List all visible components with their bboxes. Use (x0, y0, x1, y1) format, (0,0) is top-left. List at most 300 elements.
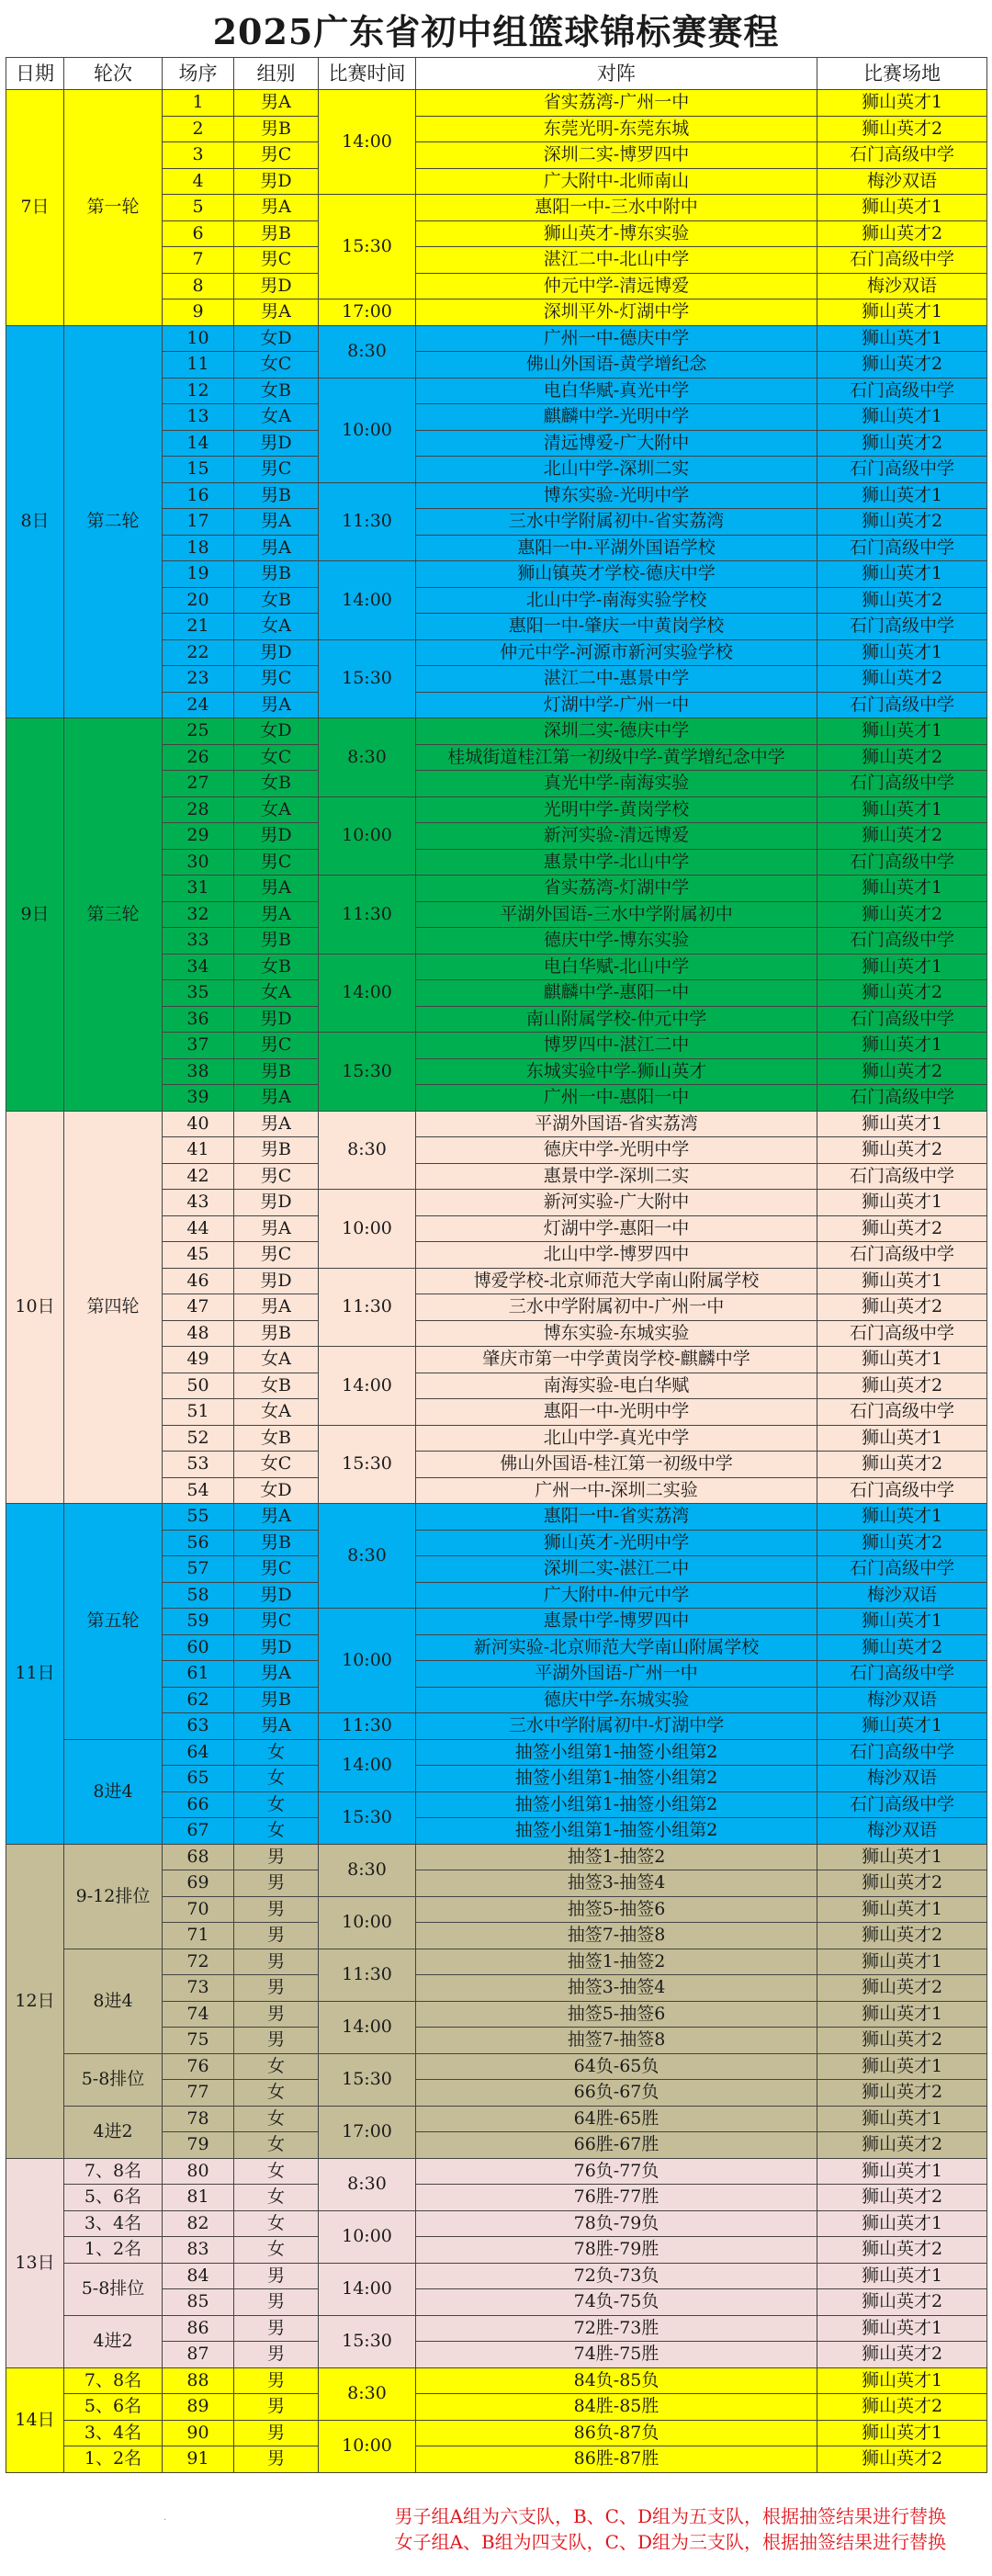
game-number: 55 (163, 1504, 234, 1531)
venue-cell: 狮山英才1 (817, 2210, 987, 2237)
matchup-cell: 佛山外国语-黄学增纪念 (416, 352, 817, 378)
venue-cell: 狮山英才2 (817, 1452, 987, 1478)
group-cell: 男 (234, 1844, 319, 1870)
matchup-cell: 仲元中学-清远博爱 (416, 273, 817, 299)
table-row (6, 2446, 987, 2473)
matchup-cell: 麒麟中学-光明中学 (416, 404, 817, 431)
group-cell: 男A (234, 1504, 319, 1531)
game-number: 62 (163, 1687, 234, 1713)
matchup-cell: 64负-65负 (416, 2053, 817, 2080)
table-row (6, 325, 987, 352)
matchup-cell: 德庆中学-光明中学 (416, 1137, 817, 1164)
round-cell: 第三轮 (64, 718, 163, 1112)
schedule-table (6, 57, 987, 2473)
matchup-cell: 惠景中学-深圳二实 (416, 1163, 817, 1190)
venue-cell: 狮山英才2 (817, 1634, 987, 1661)
matchup-cell: 狮山镇英才学校-德庆中学 (416, 561, 817, 588)
game-number: 49 (163, 1347, 234, 1373)
venue-cell: 石门高级中学 (817, 849, 987, 876)
matchup-cell: 抽签小组第1-抽签小组第2 (416, 1818, 817, 1845)
venue-cell: 狮山英才1 (817, 1190, 987, 1216)
group-cell: 男C (234, 1242, 319, 1269)
game-number: 84 (163, 2263, 234, 2289)
header-row (6, 58, 987, 90)
matchup-cell: 广州一中-德庆中学 (416, 325, 817, 352)
table-row (6, 2210, 987, 2237)
matchup-cell: 抽签3-抽签4 (416, 1870, 817, 1897)
venue-cell: 梅沙双语 (817, 273, 987, 299)
round-cell: 7、8名 (64, 2158, 163, 2185)
matchup-cell: 狮山英才-光明中学 (416, 1530, 817, 1556)
game-number: 79 (163, 2132, 234, 2159)
venue-cell: 狮山英才1 (817, 1609, 987, 1635)
venue-cell: 石门高级中学 (817, 771, 987, 797)
game-number: 61 (163, 1661, 234, 1688)
venue-cell: 狮山英才1 (817, 1713, 987, 1740)
group-cell: 女 (234, 2053, 319, 2080)
venue-cell: 狮山英才1 (817, 299, 987, 326)
venue-cell: 狮山英才1 (817, 325, 987, 352)
group-cell: 男D (234, 430, 319, 457)
game-number: 56 (163, 1530, 234, 1556)
table-row (6, 2106, 987, 2132)
venue-cell: 狮山英才1 (817, 639, 987, 666)
matchup-cell: 麒麟中学-惠阳一中 (416, 980, 817, 1007)
group-cell: 女A (234, 797, 319, 823)
group-cell: 男B (234, 1320, 319, 1347)
group-cell: 男 (234, 2367, 319, 2394)
venue-cell: 狮山英才2 (817, 509, 987, 536)
round-cell: 1、2名 (64, 2446, 163, 2473)
matchup-cell: 桂城街道桂江第一初级中学-黄学增纪念中学 (416, 744, 817, 771)
venue-cell: 狮山英才1 (817, 2106, 987, 2132)
venue-cell: 狮山英才1 (817, 2001, 987, 2028)
group-cell: 男 (234, 1870, 319, 1897)
game-number: 8 (163, 273, 234, 299)
game-number: 67 (163, 1818, 234, 1845)
group-cell: 男C (234, 1163, 319, 1190)
game-number: 20 (163, 587, 234, 614)
round-cell: 4进2 (64, 2106, 163, 2158)
group-cell: 男A (234, 1215, 319, 1242)
game-number: 10 (163, 325, 234, 352)
matchup-cell: 狮山英才-博东实验 (416, 220, 817, 247)
venue-cell: 狮山英才1 (817, 195, 987, 221)
game-number: 16 (163, 482, 234, 509)
time-cell: 8:30 (319, 1111, 416, 1190)
round-cell: 4进2 (64, 2315, 163, 2367)
venue-cell: 狮山英才2 (817, 2446, 987, 2473)
game-number: 32 (163, 901, 234, 928)
venue-cell: 狮山英才1 (817, 954, 987, 980)
header-round: 轮次 (64, 58, 163, 90)
group-cell: 女B (234, 378, 319, 404)
matchup-cell: 惠阳一中-肇庆一中黄岗学校 (416, 614, 817, 640)
table-row (6, 2185, 987, 2211)
group-cell: 男A (234, 692, 319, 718)
group-cell: 女B (234, 954, 319, 980)
header-time: 比赛时间 (319, 58, 416, 90)
time-cell: 11:30 (319, 482, 416, 561)
venue-cell: 狮山英才2 (817, 666, 987, 693)
game-number: 25 (163, 718, 234, 745)
round-cell: 5-8排位 (64, 2263, 163, 2315)
matchup-cell: 德庆中学-东城实验 (416, 1687, 817, 1713)
game-number: 52 (163, 1425, 234, 1452)
group-cell: 男D (234, 1006, 319, 1033)
time-cell: 15:30 (319, 639, 416, 718)
group-cell: 男D (234, 1190, 319, 1216)
time-cell: 11:30 (319, 1268, 416, 1347)
venue-cell: 狮山英才2 (817, 823, 987, 850)
game-number: 50 (163, 1373, 234, 1399)
game-number: 59 (163, 1609, 234, 1635)
game-number: 12 (163, 378, 234, 404)
matchup-cell: 86胜-87胜 (416, 2446, 817, 2473)
matchup-cell: 仲元中学-河源市新河实验学校 (416, 639, 817, 666)
venue-cell: 狮山英才2 (817, 1058, 987, 1085)
matchup-cell: 64胜-65胜 (416, 2106, 817, 2132)
matchup-cell: 抽签3-抽签4 (416, 1975, 817, 2002)
group-cell: 女A (234, 614, 319, 640)
round-cell: 5-8排位 (64, 2053, 163, 2106)
table-row (6, 2394, 987, 2421)
venue-cell: 石门高级中学 (817, 1556, 987, 1583)
venue-cell: 狮山英才1 (817, 1504, 987, 1531)
venue-cell: 狮山英才1 (817, 876, 987, 902)
group-cell: 男A (234, 901, 319, 928)
venue-cell: 狮山英才1 (817, 1111, 987, 1137)
round-cell: 5、6名 (64, 2394, 163, 2421)
group-cell: 女 (234, 2106, 319, 2132)
game-number: 39 (163, 1085, 234, 1112)
group-cell: 女B (234, 1425, 319, 1452)
date-cell: 9日 (6, 718, 64, 1112)
date-cell: 13日 (6, 2158, 64, 2367)
group-cell: 男D (234, 1268, 319, 1294)
game-number: 78 (163, 2106, 234, 2132)
game-number: 3 (163, 142, 234, 169)
game-number: 41 (163, 1137, 234, 1164)
matchup-cell: 湛江二中-北山中学 (416, 247, 817, 274)
game-number: 72 (163, 1949, 234, 1975)
group-cell: 男A (234, 509, 319, 536)
time-cell: 10:00 (319, 2420, 416, 2472)
group-cell: 男B (234, 1137, 319, 1164)
venue-cell: 石门高级中学 (817, 457, 987, 483)
matchup-cell: 南海实验-电白华赋 (416, 1373, 817, 1399)
group-cell: 女B (234, 587, 319, 614)
group-cell: 女D (234, 718, 319, 745)
round-cell: 5、6名 (64, 2185, 163, 2211)
round-cell: 9-12排位 (64, 1844, 163, 1949)
matchup-cell: 86负-87负 (416, 2420, 817, 2446)
group-cell: 男B (234, 1058, 319, 1085)
venue-cell: 狮山英才2 (817, 2237, 987, 2264)
header-match: 对阵 (416, 58, 817, 90)
venue-cell: 石门高级中学 (817, 614, 987, 640)
matchup-cell: 平湖外国语-广州一中 (416, 1661, 817, 1688)
game-number: 46 (163, 1268, 234, 1294)
game-number: 6 (163, 220, 234, 247)
group-cell: 男D (234, 168, 319, 195)
game-number: 11 (163, 352, 234, 378)
table-row (6, 2158, 987, 2185)
venue-cell: 狮山英才2 (817, 1530, 987, 1556)
game-number: 28 (163, 797, 234, 823)
game-number: 74 (163, 2001, 234, 2028)
time-cell: 14:00 (319, 1739, 416, 1791)
game-number: 14 (163, 430, 234, 457)
matchup-cell: 抽签小组第1-抽签小组第2 (416, 1766, 817, 1792)
group-cell: 男 (234, 2394, 319, 2421)
group-cell: 男C (234, 457, 319, 483)
venue-cell: 狮山英才1 (817, 2158, 987, 2185)
table-row (6, 2263, 987, 2289)
group-cell: 男 (234, 1923, 319, 1949)
table-row (6, 2367, 987, 2394)
game-number: 64 (163, 1739, 234, 1766)
time-cell: 15:30 (319, 2053, 416, 2106)
venue-cell: 狮山英才1 (817, 1268, 987, 1294)
venue-cell: 狮山英才2 (817, 2394, 987, 2421)
game-number: 5 (163, 195, 234, 221)
matchup-cell: 72胜-73胜 (416, 2315, 817, 2342)
matchup-cell: 博爱学校-北京师范大学南山附属学校 (416, 1268, 817, 1294)
game-number: 73 (163, 1975, 234, 2002)
venue-cell: 狮山英才2 (817, 116, 987, 142)
venue-cell: 狮山英才2 (817, 1215, 987, 1242)
footnote-women: 女子组A、B组为四支队，C、D组为三支队，根据抽签结果进行替换 (394, 2531, 946, 2553)
game-number: 91 (163, 2446, 234, 2473)
venue-cell: 狮山英才2 (817, 220, 987, 247)
time-cell: 11:30 (319, 876, 416, 955)
matchup-cell: 惠阳一中-三水中附中 (416, 195, 817, 221)
venue-cell: 狮山英才2 (817, 1870, 987, 1897)
game-number: 13 (163, 404, 234, 431)
group-cell: 男D (234, 639, 319, 666)
group-cell: 男A (234, 1713, 319, 1740)
game-number: 85 (163, 2289, 234, 2316)
round-cell: 第二轮 (64, 325, 163, 718)
matchup-cell: 新河实验-北京师范大学南山附属学校 (416, 1634, 817, 1661)
matchup-cell: 博东实验-光明中学 (416, 482, 817, 509)
group-cell: 女 (234, 2210, 319, 2237)
group-cell: 男B (234, 482, 319, 509)
group-cell: 女 (234, 2237, 319, 2264)
game-number: 19 (163, 561, 234, 588)
date-cell: 10日 (6, 1111, 64, 1504)
game-number: 40 (163, 1111, 234, 1137)
group-cell: 男A (234, 1294, 319, 1321)
group-cell: 女 (234, 1791, 319, 1818)
game-number: 75 (163, 2028, 234, 2054)
matchup-cell: 平湖外国语-省实荔湾 (416, 1111, 817, 1137)
matchup-cell: 66胜-67胜 (416, 2132, 817, 2159)
group-cell: 男 (234, 1896, 319, 1923)
venue-cell: 狮山英才2 (817, 2028, 987, 2054)
table-row (6, 2420, 987, 2446)
matchup-cell: 新河实验-广大附中 (416, 1190, 817, 1216)
venue-cell: 狮山英才2 (817, 2132, 987, 2159)
matchup-cell: 惠阳一中-省实荔湾 (416, 1504, 817, 1531)
matchup-cell: 84负-85负 (416, 2367, 817, 2394)
group-cell: 男 (234, 2289, 319, 2316)
game-number: 4 (163, 168, 234, 195)
game-number: 42 (163, 1163, 234, 1190)
group-cell: 男D (234, 273, 319, 299)
group-cell: 男C (234, 142, 319, 169)
matchup-cell: 84胜-85胜 (416, 2394, 817, 2421)
game-number: 15 (163, 457, 234, 483)
venue-cell: 狮山英才2 (817, 430, 987, 457)
game-number: 63 (163, 1713, 234, 1740)
game-number: 21 (163, 614, 234, 640)
matchup-cell: 北山中学-南海实验学校 (416, 587, 817, 614)
matchup-cell: 78胜-79胜 (416, 2237, 817, 2264)
venue-cell: 狮山英才1 (817, 2315, 987, 2342)
matchup-cell: 抽签1-抽签2 (416, 1844, 817, 1870)
time-cell: 15:30 (319, 195, 416, 299)
date-cell: 12日 (6, 1844, 64, 2158)
matchup-cell: 66负-67负 (416, 2080, 817, 2107)
matchup-cell: 肇庆市第一中学黄岗学校-麒麟中学 (416, 1347, 817, 1373)
venue-cell: 梅沙双语 (817, 1687, 987, 1713)
group-cell: 男B (234, 220, 319, 247)
venue-cell: 狮山英才1 (817, 718, 987, 745)
venue-cell: 狮山英才2 (817, 980, 987, 1007)
time-cell: 10:00 (319, 1190, 416, 1269)
matchup-cell: 78负-79负 (416, 2210, 817, 2237)
group-cell: 男 (234, 2001, 319, 2028)
venue-cell: 石门高级中学 (817, 1242, 987, 1269)
group-cell: 女D (234, 1477, 319, 1504)
matchup-cell: 博东实验-东城实验 (416, 1320, 817, 1347)
game-number: 38 (163, 1058, 234, 1085)
table-row (6, 2237, 987, 2264)
matchup-cell: 博罗四中-湛江二中 (416, 1033, 817, 1059)
game-number: 87 (163, 2342, 234, 2368)
group-cell: 女C (234, 352, 319, 378)
game-number: 23 (163, 666, 234, 693)
time-cell: 10:00 (319, 797, 416, 876)
venue-cell: 狮山英才2 (817, 1975, 987, 2002)
matchup-cell: 76负-77负 (416, 2158, 817, 2185)
matchup-cell: 抽签1-抽签2 (416, 1949, 817, 1975)
group-cell: 男B (234, 1687, 319, 1713)
group-cell: 男 (234, 2342, 319, 2368)
matchup-cell: 佛山外国语-桂江第一初级中学 (416, 1452, 817, 1478)
group-cell: 女C (234, 1452, 319, 1478)
venue-cell: 梅沙双语 (817, 1582, 987, 1609)
venue-cell: 狮山英才1 (817, 2367, 987, 2394)
matchup-cell: 清远博爱-广大附中 (416, 430, 817, 457)
group-cell: 男B (234, 1530, 319, 1556)
round-cell: 第五轮 (64, 1504, 163, 1740)
round-cell: 3、4名 (64, 2210, 163, 2237)
footnote-men: 男子组A组为六支队，B、C、D组为五支队，根据抽签结果进行替换 (394, 2505, 946, 2527)
matchup-cell: 北山中学-深圳二实 (416, 457, 817, 483)
venue-cell: 狮山英才1 (817, 561, 987, 588)
venue-cell: 狮山英才2 (817, 2289, 987, 2316)
round-cell: 7、8名 (64, 2367, 163, 2394)
game-number: 80 (163, 2158, 234, 2185)
matchup-cell: 广州一中-惠阳一中 (416, 1085, 817, 1112)
time-cell: 8:30 (319, 1504, 416, 1609)
header-num: 场序 (163, 58, 234, 90)
time-cell: 14:00 (319, 2263, 416, 2315)
matchup-cell: 南山附属学校-仲元中学 (416, 1006, 817, 1033)
game-number: 90 (163, 2420, 234, 2446)
game-number: 24 (163, 692, 234, 718)
matchup-cell: 广大附中-仲元中学 (416, 1582, 817, 1609)
game-number: 88 (163, 2367, 234, 2394)
table-row (6, 1111, 987, 1137)
matchup-cell: 抽签小组第1-抽签小组第2 (416, 1791, 817, 1818)
matchup-cell: 真光中学-南海实验 (416, 771, 817, 797)
venue-cell: 狮山英才1 (817, 1949, 987, 1975)
venue-cell: 狮山英才1 (817, 1844, 987, 1870)
time-cell: 10:00 (319, 1896, 416, 1949)
matchup-cell: 德庆中学-博东实验 (416, 928, 817, 955)
venue-cell: 狮山英才1 (817, 482, 987, 509)
group-cell: 男D (234, 823, 319, 850)
matchup-cell: 电白华赋-北山中学 (416, 954, 817, 980)
matchup-cell: 惠阳一中-光明中学 (416, 1399, 817, 1426)
table-row (6, 2053, 987, 2080)
game-number: 68 (163, 1844, 234, 1870)
table-row (6, 718, 987, 745)
group-cell: 男B (234, 561, 319, 588)
group-cell: 女 (234, 1739, 319, 1766)
time-cell: 8:30 (319, 325, 416, 378)
game-number: 66 (163, 1791, 234, 1818)
round-cell: 3、4名 (64, 2420, 163, 2446)
group-cell: 男D (234, 1634, 319, 1661)
group-cell: 男C (234, 247, 319, 274)
table-row (6, 2315, 987, 2342)
group-cell: 男 (234, 2446, 319, 2473)
venue-cell: 狮山英才1 (817, 90, 987, 117)
time-cell: 11:30 (319, 1713, 416, 1740)
game-number: 69 (163, 1870, 234, 1897)
game-number: 30 (163, 849, 234, 876)
group-cell: 男A (234, 535, 319, 561)
group-cell: 男A (234, 90, 319, 117)
venue-cell: 石门高级中学 (817, 1399, 987, 1426)
venue-cell: 狮山英才1 (817, 404, 987, 431)
game-number: 86 (163, 2315, 234, 2342)
game-number: 22 (163, 639, 234, 666)
time-cell: 10:00 (319, 1609, 416, 1713)
game-number: 9 (163, 299, 234, 326)
matchup-cell: 东城实验中学-狮山英才 (416, 1058, 817, 1085)
matchup-cell: 抽签7-抽签8 (416, 2028, 817, 2054)
group-cell: 男 (234, 2263, 319, 2289)
game-number: 65 (163, 1766, 234, 1792)
venue-cell: 狮山英才1 (817, 1425, 987, 1452)
group-cell: 男B (234, 928, 319, 955)
venue-cell: 石门高级中学 (817, 1739, 987, 1766)
game-number: 53 (163, 1452, 234, 1478)
group-cell: 男A (234, 195, 319, 221)
group-cell: 女A (234, 1399, 319, 1426)
time-cell: 15:30 (319, 1425, 416, 1504)
matchup-cell: 抽签小组第1-抽签小组第2 (416, 1739, 817, 1766)
time-cell: 10:00 (319, 378, 416, 482)
matchup-cell: 北山中学-真光中学 (416, 1425, 817, 1452)
venue-cell: 石门高级中学 (817, 928, 987, 955)
